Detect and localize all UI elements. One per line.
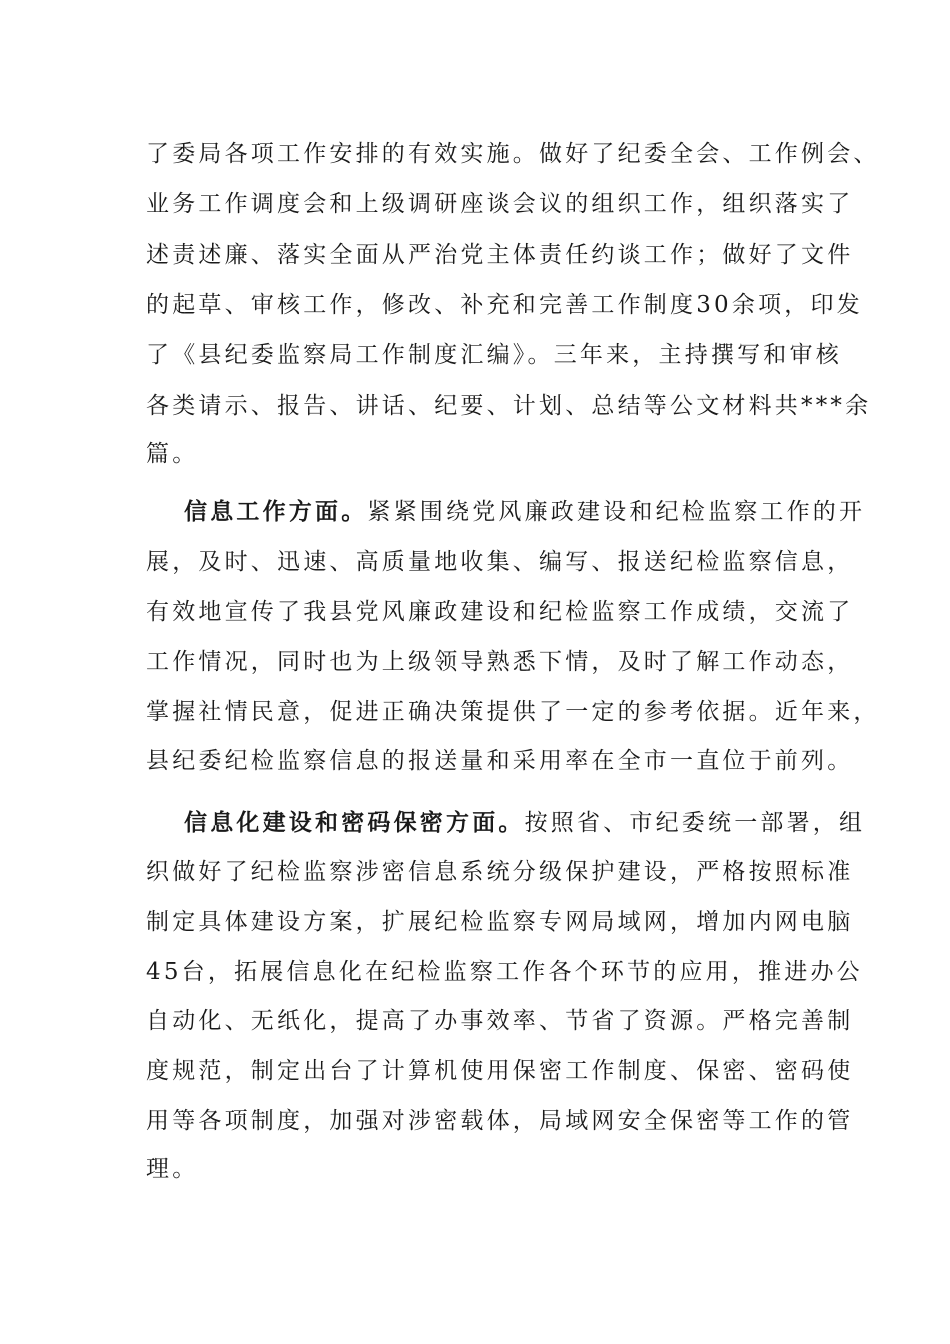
text-line: 展，及时、迅速、高质量地收集、编写、报送纪检监察信息， — [146, 549, 854, 575]
text-line: 掌握社情民意，促进正确决策提供了一定的参考依据。近年来， — [146, 699, 880, 725]
text-run: 按照省、市纪委统一部署，组 — [524, 810, 866, 836]
text-line: 各类请示、报告、讲话、纪要、计划、总结等公文材料共***余 — [146, 393, 872, 419]
paragraph-first-line — [184, 808, 865, 838]
text-line: 了委局各项工作安排的有效实施。做好了纪委全会、工作例会、 — [146, 141, 880, 167]
text-line: 自动化、无纸化，提高了办事效率、节省了资源。严格完善制 — [146, 1008, 854, 1034]
text-run: 紧紧围绕党风廉政建设和纪检监察工作的开 — [367, 499, 866, 525]
text-line: 有效地宣传了我县党风廉政建设和纪检监察工作成绩，交流了 — [146, 599, 854, 625]
section-heading: 信息化建设和密码保密方面。 — [184, 809, 525, 836]
text-line: 业务工作调度会和上级调研座谈会议的组织工作，组织落实了 — [146, 191, 854, 217]
text-line: 45台，拓展信息化在纪检监察工作各个环节的应用，推进办公 — [146, 959, 863, 985]
text-line: 的起草、审核工作，修改、补充和完善工作制度30余项，印发 — [146, 292, 863, 318]
text-line: 篇。 — [146, 441, 199, 467]
text-line: 县纪委纪检监察信息的报送量和采用率在全市一直位于前列。 — [146, 748, 854, 774]
section-heading: 信息工作方面。 — [184, 498, 368, 525]
text-line: 理。 — [146, 1156, 199, 1182]
text-line: 制定具体建设方案，扩展纪检监察专网局域网，增加内网电脑 — [146, 909, 854, 935]
text-line: 度规范，制定出台了计算机使用保密工作制度、保密、密码使 — [146, 1058, 854, 1084]
text-line: 述责述廉、落实全面从严治党主体责任约谈工作；做好了文件 — [146, 242, 854, 268]
text-line: 用等各项制度，加强对涉密载体，局域网安全保密等工作的管 — [146, 1108, 854, 1134]
text-line: 工作情况，同时也为上级领导熟悉下情，及时了解工作动态， — [146, 649, 854, 675]
paragraph-first-line — [184, 497, 865, 527]
text-line: 了《县纪委监察局工作制度汇编》。三年来，主持撰写和审核 — [146, 342, 842, 368]
text-line: 织做好了纪检监察涉密信息系统分级保护建设，严格按照标准 — [146, 859, 854, 885]
